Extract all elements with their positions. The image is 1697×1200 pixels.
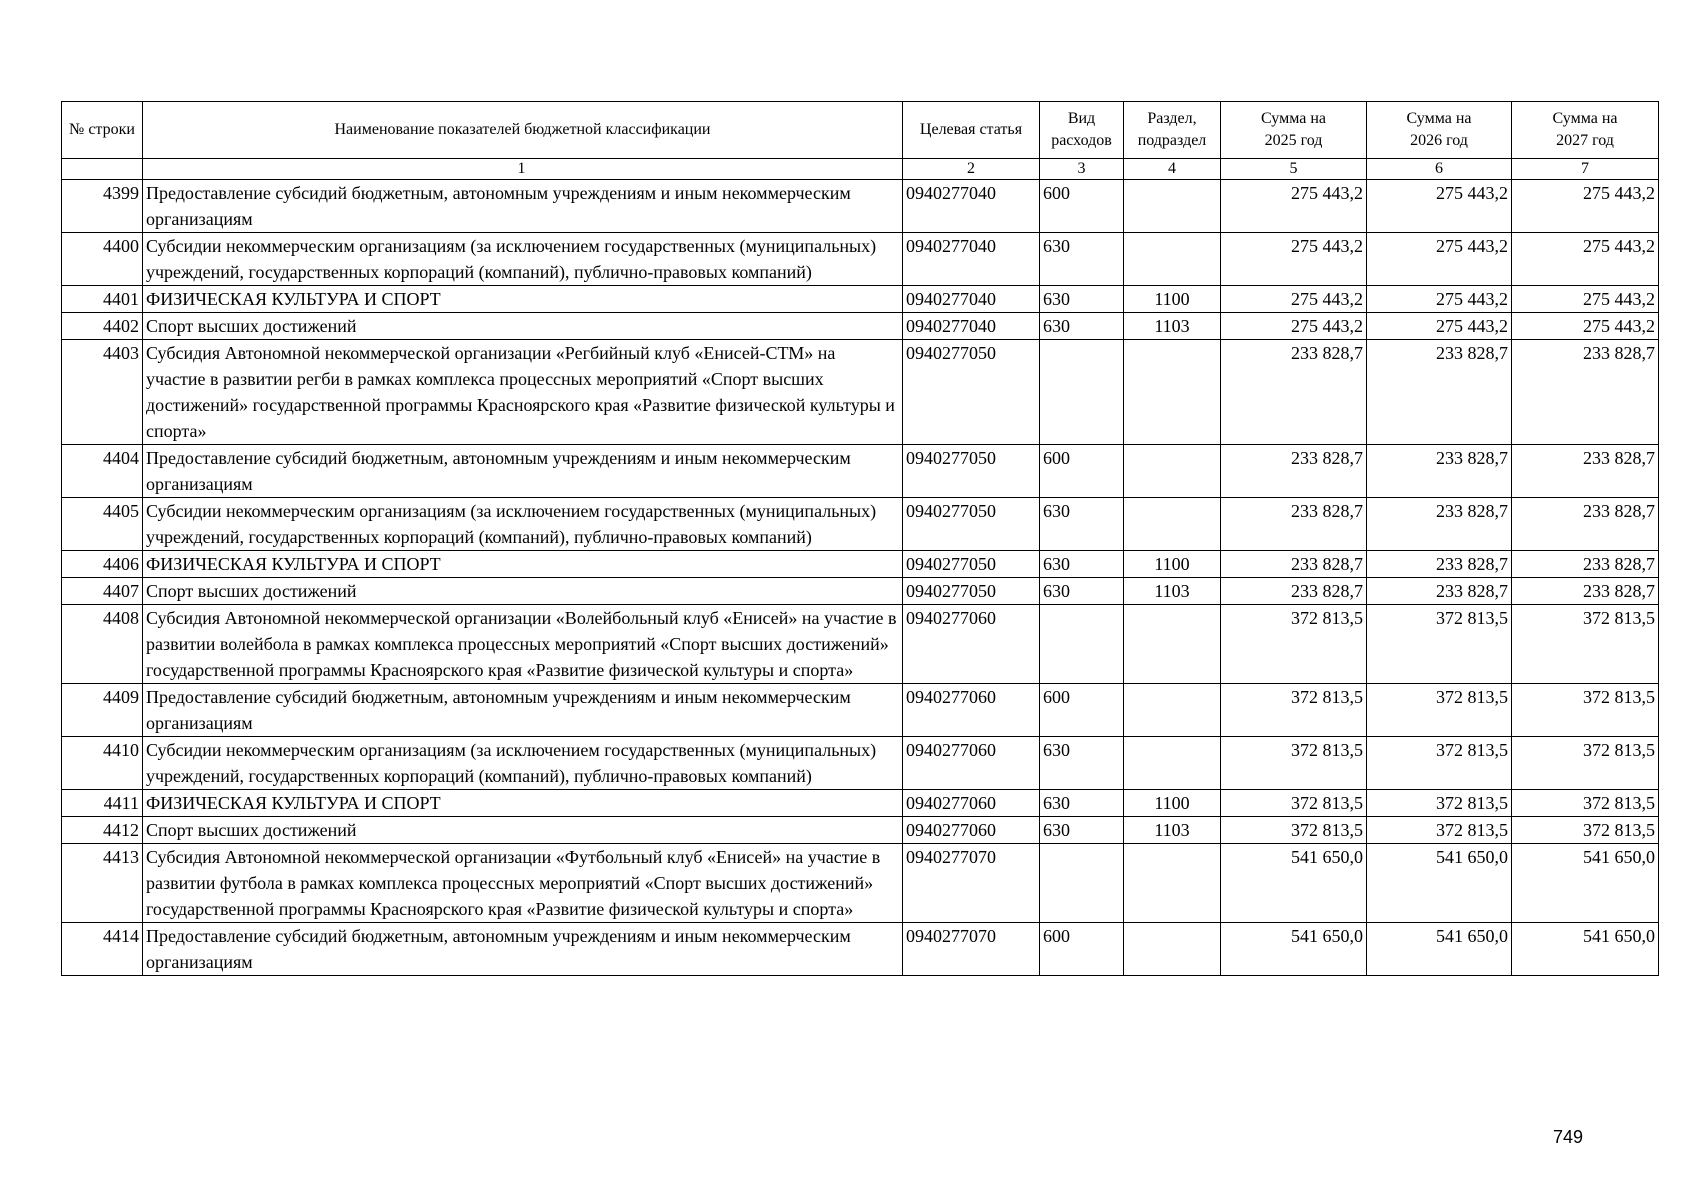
sum-2027-cell: 372 813,5 — [1512, 817, 1659, 844]
budget-table — [61, 101, 1659, 976]
sum-2025-cell: 372 813,5 — [1221, 684, 1367, 737]
expense-type-cell: 630 — [1040, 817, 1124, 844]
sum-2025-cell: 275 443,2 — [1221, 180, 1367, 233]
header-sum-2027-line1: Сумма на — [1552, 110, 1618, 127]
sum-2025-cell: 233 828,7 — [1221, 340, 1367, 445]
target-article-cell: 0940277040 — [903, 233, 1040, 286]
header-sum-2025-line1: Сумма на — [1261, 110, 1326, 127]
row-number-cell: 4409 — [62, 684, 143, 737]
header-sum-2025 — [1221, 102, 1367, 159]
indicator-name-cell: Субсидия Автономной некоммерческой организации «Футбольный клуб «Енисей» на участие в развитии футбола в рамках комплекса процессных мероприятий «Спорт высших достижений» государственной программы Красноярского края «Развитие физической культуры и спорта» — [143, 844, 903, 923]
column-number-blank — [62, 159, 143, 180]
header-name: Наименование показателей бюджетной классификации — [143, 102, 903, 159]
row-number-cell: 4404 — [62, 445, 143, 498]
table-row — [62, 498, 1659, 551]
section-subsection-cell — [1124, 180, 1221, 233]
indicator-name-cell: Спорт высших достижений — [143, 578, 903, 605]
section-subsection-cell — [1124, 233, 1221, 286]
row-number-cell: 4403 — [62, 340, 143, 445]
sum-2026-cell: 233 828,7 — [1367, 445, 1512, 498]
section-subsection-cell — [1124, 498, 1221, 551]
column-number-6: 6 — [1367, 159, 1512, 180]
section-subsection-cell — [1124, 844, 1221, 923]
sum-2026-cell: 233 828,7 — [1367, 498, 1512, 551]
sum-2026-cell: 275 443,2 — [1367, 313, 1512, 340]
expense-type-cell: 600 — [1040, 180, 1124, 233]
section-subsection-cell — [1124, 445, 1221, 498]
header-razdel — [1124, 102, 1221, 159]
section-subsection-cell — [1124, 684, 1221, 737]
target-article-cell: 0940277060 — [903, 790, 1040, 817]
expense-type-cell: 630 — [1040, 790, 1124, 817]
sum-2026-cell: 372 813,5 — [1367, 737, 1512, 790]
section-subsection-cell: 1103 — [1124, 578, 1221, 605]
row-number-cell: 4408 — [62, 605, 143, 684]
table-row — [62, 340, 1659, 445]
sum-2027-cell: 233 828,7 — [1512, 445, 1659, 498]
section-subsection-cell: 1103 — [1124, 817, 1221, 844]
sum-2027-cell: 372 813,5 — [1512, 790, 1659, 817]
indicator-name-cell: Предоставление субсидий бюджетным, автономным учреждениям и иным некоммерческим организациям — [143, 684, 903, 737]
row-number-cell: 4400 — [62, 233, 143, 286]
sum-2026-cell: 541 650,0 — [1367, 844, 1512, 923]
sum-2025-cell: 372 813,5 — [1221, 790, 1367, 817]
sum-2027-cell: 233 828,7 — [1512, 578, 1659, 605]
indicator-name-cell: Субсидии некоммерческим организациям (за исключением государственных (муниципальных) учреждений, государственных корпораций (компаний), публично-правовых компаний) — [143, 233, 903, 286]
header-vid-line1: Вид — [1067, 110, 1096, 127]
table-header-row — [62, 102, 1659, 159]
column-number-3: 3 — [1040, 159, 1124, 180]
indicator-name-cell: Субсидия Автономной некоммерческой организации «Регбийный клуб «Енисей-СТМ» на участие в развитии регби в рамках комплекса процессных мероприятий «Спорт высших достижений» государственной программы Красноярского края «Развитие физической культуры и спорта» — [143, 340, 903, 445]
sum-2027-cell: 275 443,2 — [1512, 286, 1659, 313]
sum-2027-cell: 372 813,5 — [1512, 605, 1659, 684]
section-subsection-cell: 1103 — [1124, 313, 1221, 340]
row-number-cell: 4411 — [62, 790, 143, 817]
section-subsection-cell — [1124, 605, 1221, 684]
indicator-name-cell: Предоставление субсидий бюджетным, автономным учреждениям и иным некоммерческим организациям — [143, 180, 903, 233]
target-article-cell: 0940277070 — [903, 923, 1040, 976]
table-row — [62, 578, 1659, 605]
table-row — [62, 180, 1659, 233]
column-number-7: 7 — [1512, 159, 1659, 180]
header-sum-2026 — [1367, 102, 1512, 159]
target-article-cell: 0940277060 — [903, 817, 1040, 844]
expense-type-cell: 600 — [1040, 445, 1124, 498]
sum-2025-cell: 275 443,2 — [1221, 233, 1367, 286]
indicator-name-cell: ФИЗИЧЕСКАЯ КУЛЬТУРА И СПОРТ — [143, 790, 903, 817]
expense-type-cell: 630 — [1040, 498, 1124, 551]
sum-2027-cell: 233 828,7 — [1512, 498, 1659, 551]
target-article-cell: 0940277040 — [903, 313, 1040, 340]
indicator-name-cell: Спорт высших достижений — [143, 313, 903, 340]
row-number-cell: 4406 — [62, 551, 143, 578]
table-row — [62, 790, 1659, 817]
expense-type-cell: 630 — [1040, 551, 1124, 578]
column-number-5: 5 — [1221, 159, 1367, 180]
indicator-name-cell: Субсидии некоммерческим организациям (за исключением государственных (муниципальных) учреждений, государственных корпораций (компаний), публично-правовых компаний) — [143, 498, 903, 551]
expense-type-cell — [1040, 844, 1124, 923]
sum-2027-cell: 541 650,0 — [1512, 844, 1659, 923]
row-number-cell: 4399 — [62, 180, 143, 233]
indicator-name-cell: ФИЗИЧЕСКАЯ КУЛЬТУРА И СПОРТ — [143, 551, 903, 578]
indicator-name-cell: Субсидии некоммерческим организациям (за исключением государственных (муниципальных) учреждений, государственных корпораций (компаний), публично-правовых компаний) — [143, 737, 903, 790]
sum-2027-cell: 233 828,7 — [1512, 340, 1659, 445]
sum-2025-cell: 372 813,5 — [1221, 737, 1367, 790]
target-article-cell: 0940277040 — [903, 180, 1040, 233]
sum-2027-cell: 233 828,7 — [1512, 551, 1659, 578]
sum-2026-cell: 275 443,2 — [1367, 180, 1512, 233]
section-subsection-cell — [1124, 340, 1221, 445]
table-row — [62, 817, 1659, 844]
indicator-name-cell: ФИЗИЧЕСКАЯ КУЛЬТУРА И СПОРТ — [143, 286, 903, 313]
sum-2025-cell: 275 443,2 — [1221, 313, 1367, 340]
target-article-cell: 0940277050 — [903, 498, 1040, 551]
table-row — [62, 844, 1659, 923]
expense-type-cell — [1040, 605, 1124, 684]
table-row — [62, 233, 1659, 286]
sum-2027-cell: 541 650,0 — [1512, 923, 1659, 976]
sum-2026-cell: 541 650,0 — [1367, 923, 1512, 976]
section-subsection-cell: 1100 — [1124, 790, 1221, 817]
column-number-4: 4 — [1124, 159, 1221, 180]
target-article-cell: 0940277050 — [903, 445, 1040, 498]
expense-type-cell — [1040, 340, 1124, 445]
section-subsection-cell — [1124, 737, 1221, 790]
sum-2026-cell: 275 443,2 — [1367, 286, 1512, 313]
row-number-cell: 4410 — [62, 737, 143, 790]
header-vid — [1040, 102, 1124, 159]
sum-2025-cell: 233 828,7 — [1221, 578, 1367, 605]
row-number-cell: 4401 — [62, 286, 143, 313]
table-row — [62, 737, 1659, 790]
target-article-cell: 0940277060 — [903, 737, 1040, 790]
sum-2025-cell: 541 650,0 — [1221, 923, 1367, 976]
header-razdel-line1: Раздел, — [1147, 110, 1197, 127]
expense-type-cell: 630 — [1040, 578, 1124, 605]
table-row — [62, 605, 1659, 684]
table-row — [62, 313, 1659, 340]
table-row — [62, 551, 1659, 578]
expense-type-cell: 630 — [1040, 233, 1124, 286]
sum-2027-cell: 372 813,5 — [1512, 684, 1659, 737]
target-article-cell: 0940277040 — [903, 286, 1040, 313]
sum-2025-cell: 233 828,7 — [1221, 551, 1367, 578]
target-article-cell: 0940277050 — [903, 340, 1040, 445]
section-subsection-cell: 1100 — [1124, 286, 1221, 313]
header-vid-line2: расходов — [1051, 132, 1112, 149]
table-row — [62, 923, 1659, 976]
expense-type-cell: 630 — [1040, 313, 1124, 340]
table-row — [62, 286, 1659, 313]
target-article-cell: 0940277050 — [903, 551, 1040, 578]
header-razdel-line2: подраздел — [1137, 132, 1207, 149]
row-number-cell: 4413 — [62, 844, 143, 923]
expense-type-cell: 600 — [1040, 684, 1124, 737]
column-number-2: 2 — [903, 159, 1040, 180]
indicator-name-cell: Предоставление субсидий бюджетным, автономным учреждениям и иным некоммерческим организациям — [143, 923, 903, 976]
sum-2025-cell: 541 650,0 — [1221, 844, 1367, 923]
sum-2026-cell: 372 813,5 — [1367, 790, 1512, 817]
page-number: 749 — [1553, 1127, 1584, 1147]
sum-2026-cell: 372 813,5 — [1367, 605, 1512, 684]
header-sum-2025-line2: 2025 год — [1264, 132, 1323, 149]
header-target: Целевая статья — [903, 102, 1040, 159]
target-article-cell: 0940277050 — [903, 578, 1040, 605]
expense-type-cell: 600 — [1040, 923, 1124, 976]
sum-2026-cell: 372 813,5 — [1367, 817, 1512, 844]
header-sum-2027 — [1512, 102, 1659, 159]
row-number-cell: 4412 — [62, 817, 143, 844]
section-subsection-cell — [1124, 923, 1221, 976]
row-number-cell: 4414 — [62, 923, 143, 976]
target-article-cell: 0940277060 — [903, 605, 1040, 684]
header-sum-2026-line1: Сумма на — [1406, 110, 1472, 127]
sum-2027-cell: 275 443,2 — [1512, 180, 1659, 233]
sum-2026-cell: 233 828,7 — [1367, 578, 1512, 605]
sum-2027-cell: 275 443,2 — [1512, 233, 1659, 286]
expense-type-cell: 630 — [1040, 737, 1124, 790]
sum-2027-cell: 372 813,5 — [1512, 737, 1659, 790]
sum-2025-cell: 233 828,7 — [1221, 498, 1367, 551]
table-body — [62, 180, 1659, 976]
sum-2026-cell: 372 813,5 — [1367, 684, 1512, 737]
header-sum-2026-line2: 2026 год — [1410, 132, 1468, 149]
target-article-cell: 0940277070 — [903, 844, 1040, 923]
sum-2025-cell: 275 443,2 — [1221, 286, 1367, 313]
sum-2026-cell: 275 443,2 — [1367, 233, 1512, 286]
table-row — [62, 684, 1659, 737]
row-number-cell: 4405 — [62, 498, 143, 551]
sum-2025-cell: 372 813,5 — [1221, 817, 1367, 844]
row-number-cell: 4402 — [62, 313, 143, 340]
expense-type-cell: 630 — [1040, 286, 1124, 313]
indicator-name-cell: Спорт высших достижений — [143, 817, 903, 844]
header-sum-2027-line2: 2027 год — [1556, 132, 1614, 149]
table-row — [62, 445, 1659, 498]
column-number-row — [62, 159, 1659, 180]
sum-2027-cell: 275 443,2 — [1512, 313, 1659, 340]
section-subsection-cell: 1100 — [1124, 551, 1221, 578]
column-number-1: 1 — [143, 159, 903, 180]
header-row-no: № строки — [62, 102, 143, 159]
sum-2025-cell: 233 828,7 — [1221, 445, 1367, 498]
indicator-name-cell: Предоставление субсидий бюджетным, автономным учреждениям и иным некоммерческим организациям — [143, 445, 903, 498]
target-article-cell: 0940277060 — [903, 684, 1040, 737]
sum-2026-cell: 233 828,7 — [1367, 340, 1512, 445]
row-number-cell: 4407 — [62, 578, 143, 605]
sum-2026-cell: 233 828,7 — [1367, 551, 1512, 578]
sum-2025-cell: 372 813,5 — [1221, 605, 1367, 684]
indicator-name-cell: Субсидия Автономной некоммерческой организации «Волейбольный клуб «Енисей» на участие в развитии волейбола в рамках комплекса процессных мероприятий «Спорт высших достижений» государственной программы Красноярского края «Развитие физической культуры и спорта» — [143, 605, 903, 684]
